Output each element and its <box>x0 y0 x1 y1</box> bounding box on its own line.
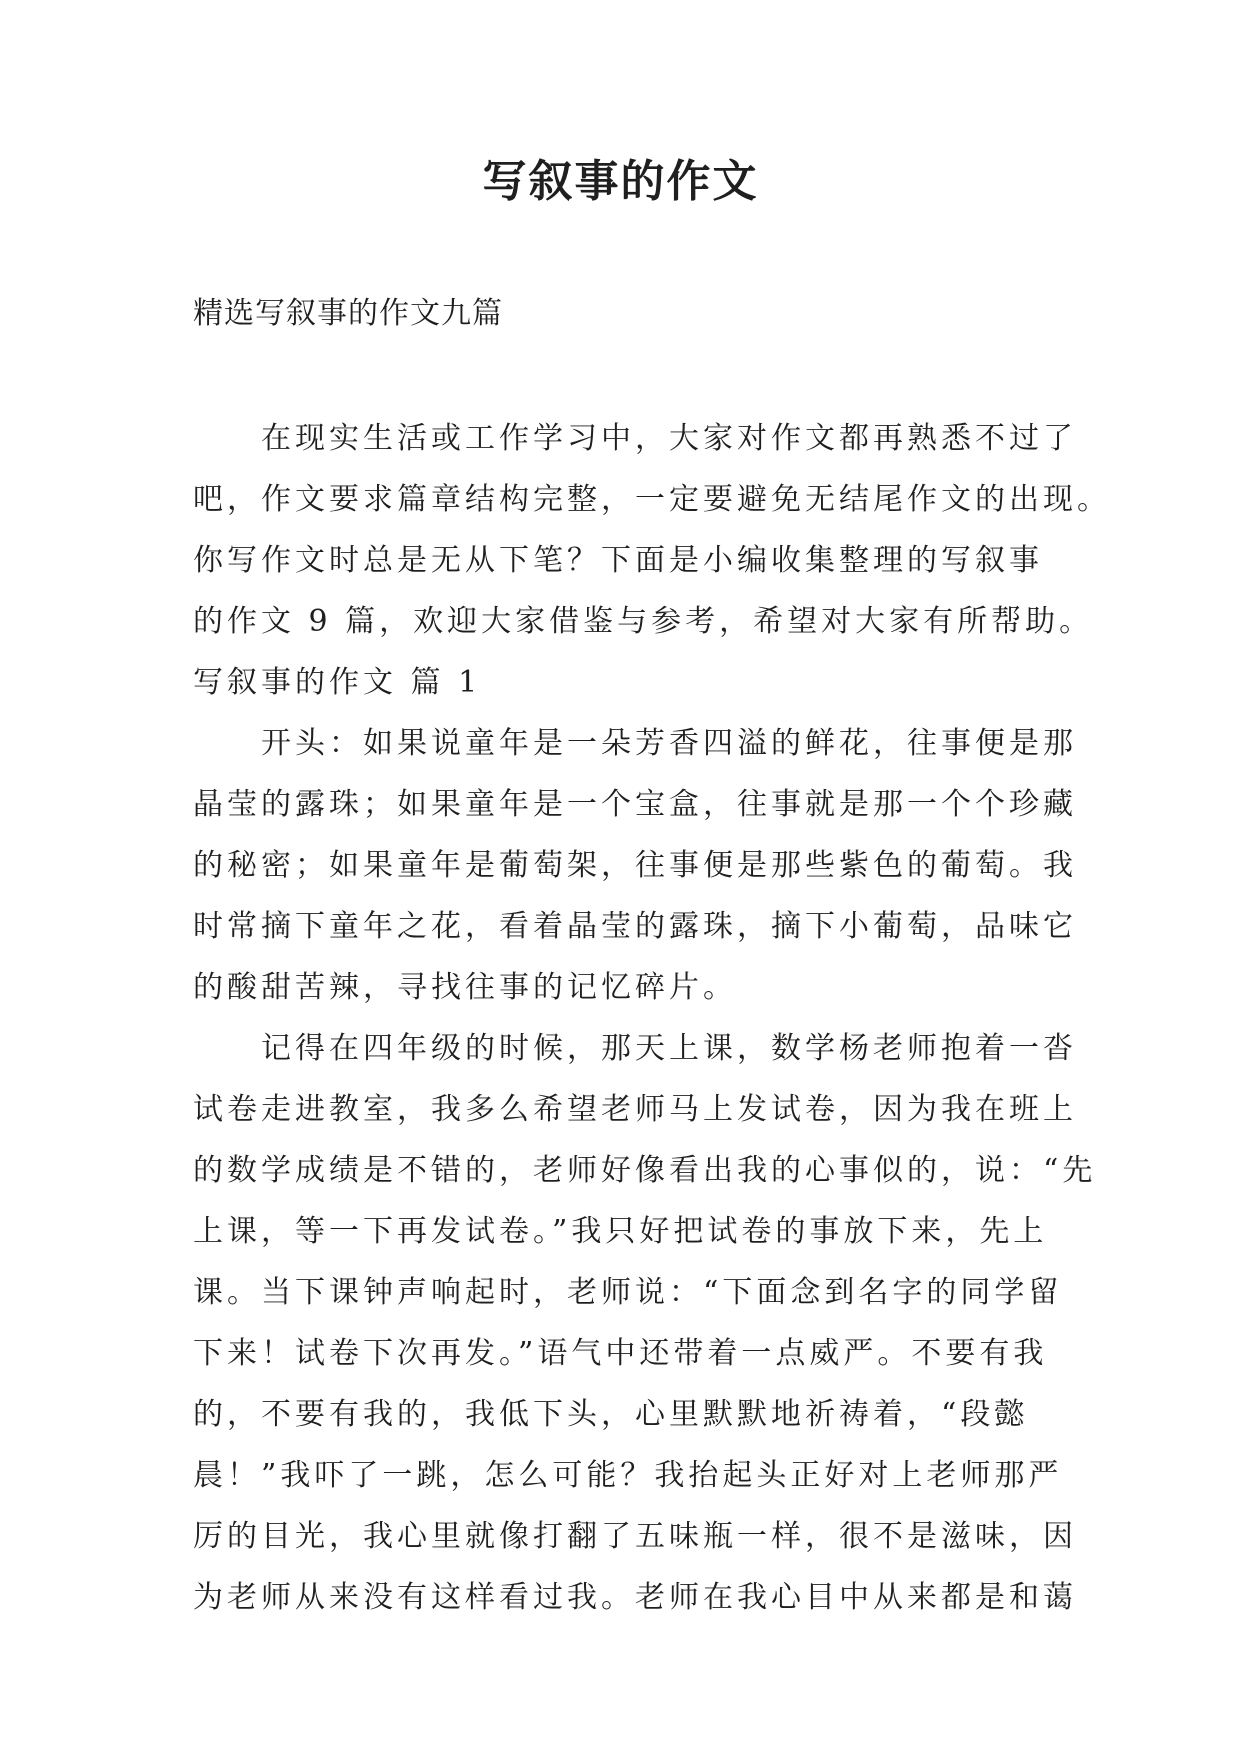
text-line: 开头：如果说童年是一朵芳香四溢的鲜花，往事便是那 <box>193 726 1077 761</box>
text-line: 时常摘下童年之花，看着晶莹的露珠，摘下小葡萄，品味它 <box>193 909 1077 944</box>
text-line: 上课，等一下再发试卷。”我只好把试卷的事放下来，先上 <box>193 1214 1048 1249</box>
text-line: 吧，作文要求篇章结构完整，一定要避免无结尾作文的出现。 <box>193 482 1111 517</box>
text-line: 记得在四年级的时候，那天上课，数学杨老师抱着一沓 <box>193 1031 1077 1066</box>
text-line: 下来！试卷下次再发。”语气中还带着一点威严。不要有我 <box>193 1336 1048 1371</box>
text-line: 晨！”我吓了一跳，怎么可能？我抬起头正好对上老师那严 <box>193 1458 1063 1493</box>
text-line: 的秘密；如果童年是葡萄架，往事便是那些紫色的葡萄。我 <box>193 848 1077 883</box>
text-line: 课。当下课钟声响起时，老师说：“下面念到名字的同学留 <box>193 1275 1063 1310</box>
text-line: 的作文 9 篇，欢迎大家借鉴与参考，希望对大家有所帮助。 <box>193 604 1094 639</box>
section-heading: 写叙事的作文 篇 1 <box>193 665 482 700</box>
text-line: 的酸甜苦辣，寻找往事的记忆碎片。 <box>193 970 737 1005</box>
document-subtitle: 精选写叙事的作文九篇 <box>193 296 503 331</box>
text-line: 为老师从来没有这样看过我。老师在我心目中从来都是和蔼 <box>193 1580 1077 1615</box>
document-body <box>193 408 1111 1628</box>
text-line: 的，不要有我的，我低下头，心里默默地祈祷着，“段懿 <box>193 1397 1029 1432</box>
text-line: 厉的目光，我心里就像打翻了五味瓶一样，很不是滋味，因 <box>193 1519 1077 1554</box>
text-line: 在现实生活或工作学习中，大家对作文都再熟悉不过了 <box>193 421 1077 456</box>
text-line: 试卷走进教室，我多么希望老师马上发试卷，因为我在班上 <box>193 1092 1077 1127</box>
text-line: 你写作文时总是无从下笔？下面是小编收集整理的写叙事 <box>193 543 1043 578</box>
text-line: 晶莹的露珠；如果童年是一个宝盒，往事就是那一个个珍藏 <box>193 787 1077 822</box>
document-title: 写叙事的作文 <box>482 156 759 207</box>
text-line: 的数学成绩是不错的，老师好像看出我的心事似的，说：“先 <box>193 1153 1097 1188</box>
